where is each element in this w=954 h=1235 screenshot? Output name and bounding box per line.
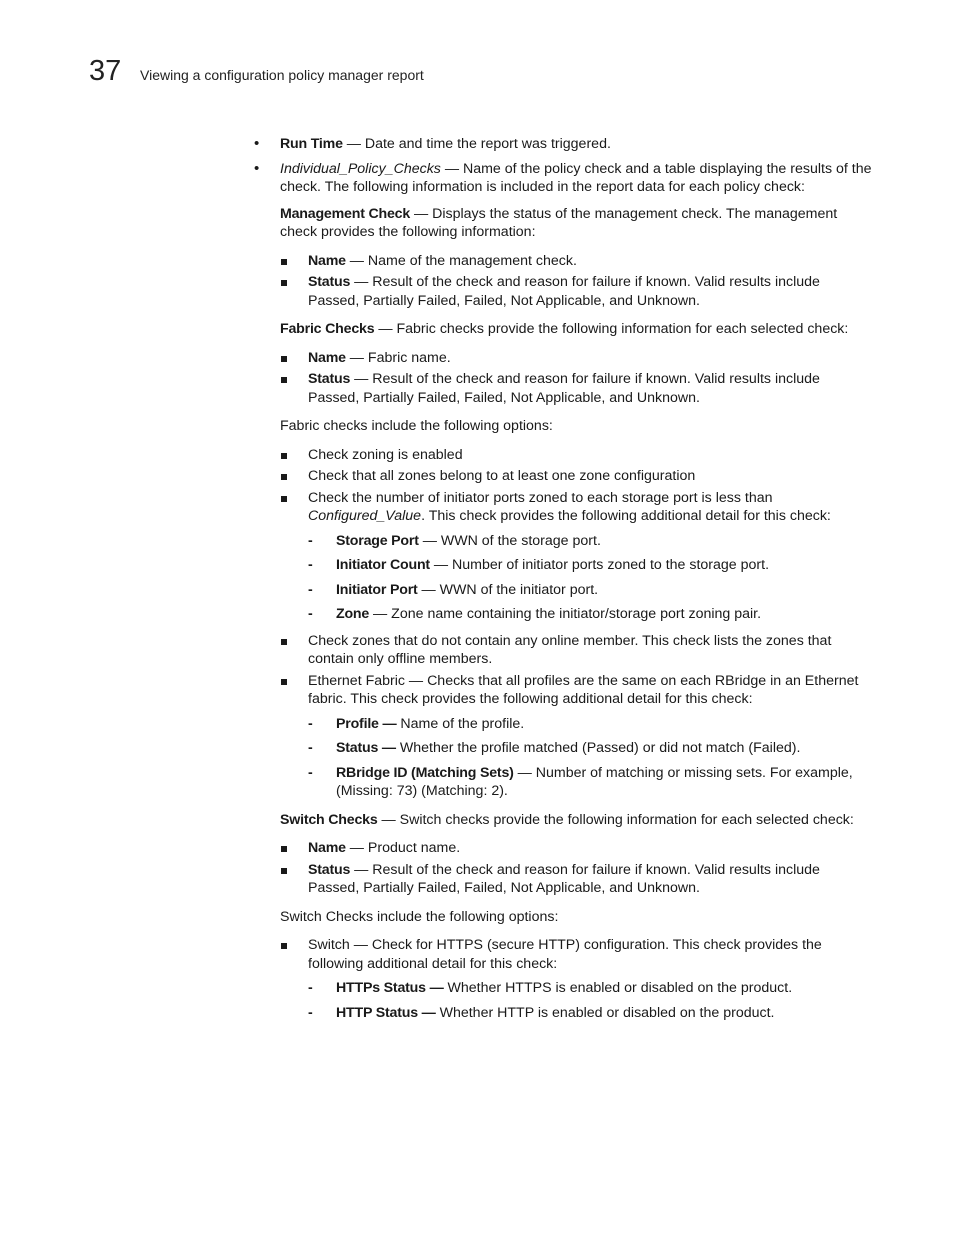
list-item: [280, 936, 874, 1022]
term-description: — Result of the check and reason for failure if known. Valid results include Passed, Partially Failed, Failed, Not Applicable, and Unknown.: [308, 861, 820, 896]
term-label: Initiator Count: [336, 557, 430, 573]
term-label: Switch Checks: [280, 811, 378, 828]
list-item: [280, 672, 874, 801]
term-label: Status —: [336, 740, 396, 756]
term-description: — Fabric checks provide the following information for each selected check:: [374, 321, 849, 337]
term-description: — Product name.: [345, 840, 461, 856]
list-item: [280, 273, 874, 310]
term-label: RBridge ID (Matching Sets): [336, 764, 514, 781]
list-item: [280, 446, 874, 465]
detail-list: [308, 979, 874, 1022]
list-item: [280, 370, 874, 407]
term-label: Storage Port: [336, 532, 419, 549]
detail-item: [308, 739, 874, 758]
term-label: Name: [308, 840, 346, 856]
square-bullet-icon: [281, 846, 287, 852]
square-bullet-icon: [281, 943, 287, 949]
square-bullet-icon: [281, 280, 287, 286]
option-text: Check zoning is enabled: [308, 446, 463, 463]
list-item: [280, 252, 874, 271]
term-description: Whether the profile matched (Passed) or did not match (Failed).: [395, 740, 801, 756]
term-description: — Result of the check and reason for failure if known. Valid results include Passed, Partially Failed, Failed, Not Applicable, and Unknown.: [308, 371, 820, 406]
detail-item: [308, 556, 874, 575]
switch-checks-list: [280, 839, 874, 898]
option-italic-term: Configured_Value: [308, 508, 422, 524]
term-label: Management Check: [280, 205, 411, 222]
term-description: — Name of the policy check and a table displaying the results of the check. The following information is included in the report data for each policy check:: [280, 160, 872, 195]
list-item: [280, 861, 874, 898]
term-label: Status: [308, 274, 351, 290]
square-bullet-icon: [281, 868, 287, 874]
fabric-checks-list: [280, 349, 874, 408]
page-content: [254, 135, 874, 1032]
term-label: Profile —: [336, 715, 397, 732]
term-description: Whether HTTP is enabled or disabled on the product.: [435, 1004, 775, 1021]
term-label: HTTPs Status —: [336, 980, 444, 996]
option-text: Check zones that do not contain any online member. This check lists the zones that contain only offline members.: [308, 632, 832, 667]
management-check-list: [280, 252, 874, 311]
square-bullet-icon: [281, 496, 287, 502]
list-item: [280, 632, 874, 669]
switch-options-list: [280, 936, 874, 1022]
square-bullet-icon: [281, 259, 287, 265]
switch-checks-paragraph: [280, 811, 874, 830]
term-label: Zone: [336, 606, 370, 622]
chapter-number: 37: [89, 55, 122, 87]
list-item: [280, 839, 874, 858]
option-text: Check that all zones belong to at least one zone configuration: [308, 468, 696, 484]
bullet-individual-policy-checks: [254, 160, 874, 197]
term-description: — Name of the management check.: [345, 252, 577, 269]
term-description: — Number of matching or missing sets. For example, (Missing: 73) (Matching: 2).: [336, 764, 853, 799]
detail-item: [308, 1004, 874, 1023]
detail-list: [308, 715, 874, 801]
option-text: Switch — Check for HTTPS (secure HTTP) configuration. This check provides the following additional detail for this check:: [308, 937, 822, 972]
term-description: — Displays the status of the management check. The management check provides the following information:: [280, 205, 838, 240]
fabric-options-intro: Fabric checks include the following options:: [280, 418, 553, 434]
term-description: — Number of initiator ports zoned to the storage port.: [429, 557, 770, 573]
bullet-dot-icon: •: [254, 159, 260, 177]
square-bullet-icon: [281, 679, 287, 685]
term-label: Name: [308, 252, 346, 269]
term-description: Name of the profile.: [396, 715, 525, 732]
switch-options-intro: Switch Checks include the following options:: [280, 908, 559, 925]
detail-item: [308, 979, 874, 998]
option-text: Check the number of initiator ports zoned to each storage port is less than: [308, 489, 773, 506]
bullet-dot-icon: •: [254, 135, 260, 152]
square-bullet-icon: [281, 356, 287, 362]
dash-bullet-icon: -: [308, 532, 313, 549]
dash-bullet-icon: -: [308, 557, 313, 573]
term-label: Status: [308, 861, 351, 878]
square-bullet-icon: [281, 639, 287, 645]
term-description: — Zone name containing the initiator/storage port zoning pair.: [369, 606, 762, 622]
list-item: [280, 467, 874, 486]
dash-bullet-icon: -: [308, 581, 313, 598]
dash-bullet-icon: -: [308, 606, 313, 622]
term-label: Name: [308, 349, 346, 366]
fabric-checks-paragraph: [280, 320, 874, 339]
term-description: — WWN of the storage port.: [418, 532, 601, 549]
dash-bullet-icon: -: [308, 980, 313, 996]
option-text: Ethernet Fabric — Checks that all profiles are the same on each RBridge in an Ethernet fabric. This check provides the following additional detail for this check:: [308, 672, 859, 707]
detail-item: [308, 764, 874, 801]
term-label: Fabric Checks: [280, 321, 375, 337]
dash-bullet-icon: -: [308, 764, 313, 781]
detail-item: [308, 581, 874, 600]
term-description: — Fabric name.: [345, 349, 451, 366]
term-description: Whether HTTPS is enabled or disabled on the product.: [443, 980, 793, 996]
term-description: — WWN of the initiator port.: [417, 581, 599, 598]
chapter-title: Viewing a configuration policy manager report: [140, 67, 424, 83]
term-label: Status: [308, 371, 351, 387]
fabric-options-list: [280, 446, 874, 801]
term-label: Run Time: [280, 136, 343, 152]
list-item: [280, 489, 874, 624]
detail-item: [308, 532, 874, 551]
option-text: . This check provides the following additional detail for this check:: [421, 508, 831, 524]
list-item: [280, 349, 874, 368]
bullet-run-time: [254, 135, 874, 154]
square-bullet-icon: [281, 377, 287, 383]
term-label: Initiator Port: [336, 581, 418, 598]
detail-list: [308, 532, 874, 624]
term-description: — Date and time the report was triggered.: [342, 136, 611, 152]
term-description: — Switch checks provide the following information for each selected check:: [377, 811, 854, 828]
term-label: HTTP Status —: [336, 1004, 436, 1021]
square-bullet-icon: [281, 453, 287, 459]
management-check-paragraph: [280, 205, 874, 242]
square-bullet-icon: [281, 474, 287, 480]
dash-bullet-icon: -: [308, 740, 313, 756]
term-label: Individual_Policy_Checks: [280, 160, 441, 177]
dash-bullet-icon: -: [308, 715, 313, 732]
detail-item: [308, 605, 874, 624]
detail-item: [308, 715, 874, 734]
dash-bullet-icon: -: [308, 1004, 313, 1021]
term-description: — Result of the check and reason for failure if known. Valid results include Passed, Partially Failed, Failed, Not Applicable, and Unknown.: [308, 274, 820, 309]
